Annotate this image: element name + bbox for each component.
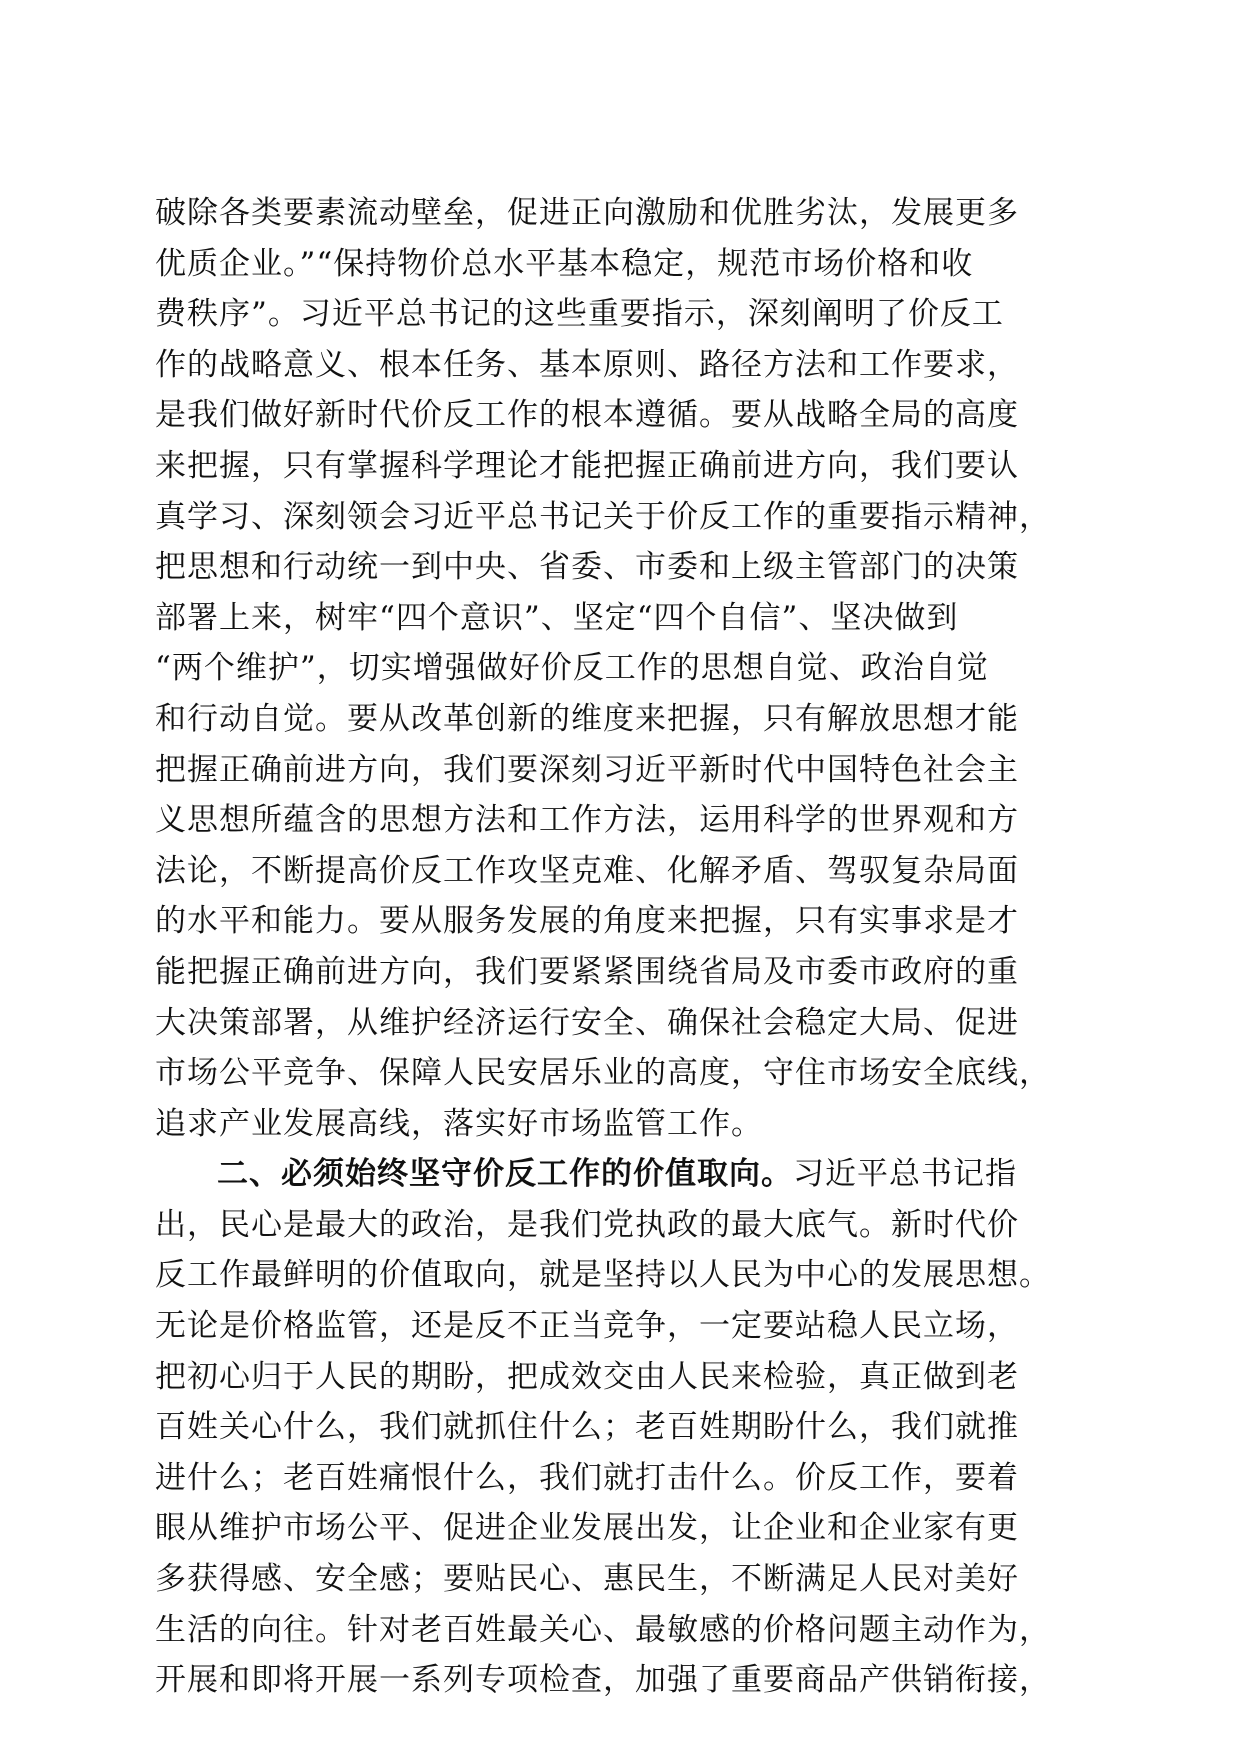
text-line: 出，民心是最大的政治，是我们党执政的最大底气。新时代价 [155,1206,1019,1243]
body-text [155,188,1080,1706]
section-2-heading: 二、必须始终坚守价反工作的价值取向。 [217,1156,793,1193]
section-2-first-line-text: 习近平总书记指 [793,1156,1017,1193]
text-line: 把思想和行动统一到中央、省委、市委和上级主管部门的决策 [155,549,1019,586]
text-line: 市场公平竞争、保障人民安居乐业的高度，守住市场安全底线， [155,1055,1051,1092]
text-line: 来把握，只有掌握科学理论才能把握正确前进方向，我们要认 [155,447,1019,484]
text-line: 破除各类要素流动壁垒，促进正向激励和优胜劣汰，发展更多 [155,195,1019,231]
text-line: 生活的向往。针对老百姓最关心、最敏感的价格问题主动作为， [155,1611,1051,1648]
text-line: 无论是价格监管，还是反不正当竞争，一定要站稳人民立场， [155,1308,1019,1345]
text-line: 能把握正确前进方向，我们要紧紧围绕省局及市委市政府的重 [155,953,1019,990]
text-line: 部署上来，树牢“四个意识”、坚定“四个自信”、坚决做到 [155,599,959,636]
text-line: 优质企业。”“保持物价总水平基本稳定，规范市场价格和收 [155,245,974,282]
text-line: “两个维护”，切实增强做好价反工作的思想自觉、政治自觉 [155,650,989,687]
text-line: 是我们做好新时代价反工作的根本遵循。要从战略全局的高度 [155,397,1019,434]
text-line: 眼从维护市场公平、促进企业发展出发，让企业和企业家有更 [155,1510,1019,1547]
text-line: 的水平和能力。要从服务发展的角度来把握，只有实事求是才 [155,903,1019,940]
text-line: 多获得感、安全感；要贴民心、惠民生，不断满足人民对美好 [155,1561,1019,1598]
text-line: 和行动自觉。要从改革创新的维度来把握，只有解放思想才能 [155,700,1019,737]
text-line: 开展和即将开展一系列专项检查，加强了重要商品产供销衔接， [155,1662,1051,1699]
text-line: 义思想所蕴含的思想方法和工作方法，运用科学的世界观和方 [155,802,1019,839]
text-line: 百姓关心什么，我们就抓住什么；老百姓期盼什么，我们就推 [155,1409,1019,1446]
text-line: 作的战略意义、根本任务、基本原则、路径方法和工作要求， [155,346,1019,383]
text-line: 把握正确前进方向，我们要深刻习近平新时代中国特色社会主 [155,751,1019,788]
text-line: 大决策部署，从维护经济运行安全、确保社会稳定大局、促进 [155,1004,1019,1041]
text-line: 进什么；老百姓痛恨什么，我们就打击什么。价反工作，要着 [155,1459,1019,1496]
text-line: 法论，不断提高价反工作攻坚克难、化解矛盾、驾驭复杂局面 [155,852,1019,889]
text-line: 反工作最鲜明的价值取向，就是坚持以人民为中心的发展思想。 [155,1257,1051,1294]
text-line: 把初心归于人民的期盼，把成效交由人民来检验，真正做到老 [155,1358,1019,1395]
text-line: 追求产业发展高线，落实好市场监管工作。 [155,1105,763,1142]
text-line: 真学习、深刻领会习近平总书记关于价反工作的重要指示精神， [155,498,1051,535]
text-line: 费秩序”。习近平总书记的这些重要指示，深刻阐明了价反工 [155,296,1004,333]
section-2-first-line [155,1149,1080,1200]
